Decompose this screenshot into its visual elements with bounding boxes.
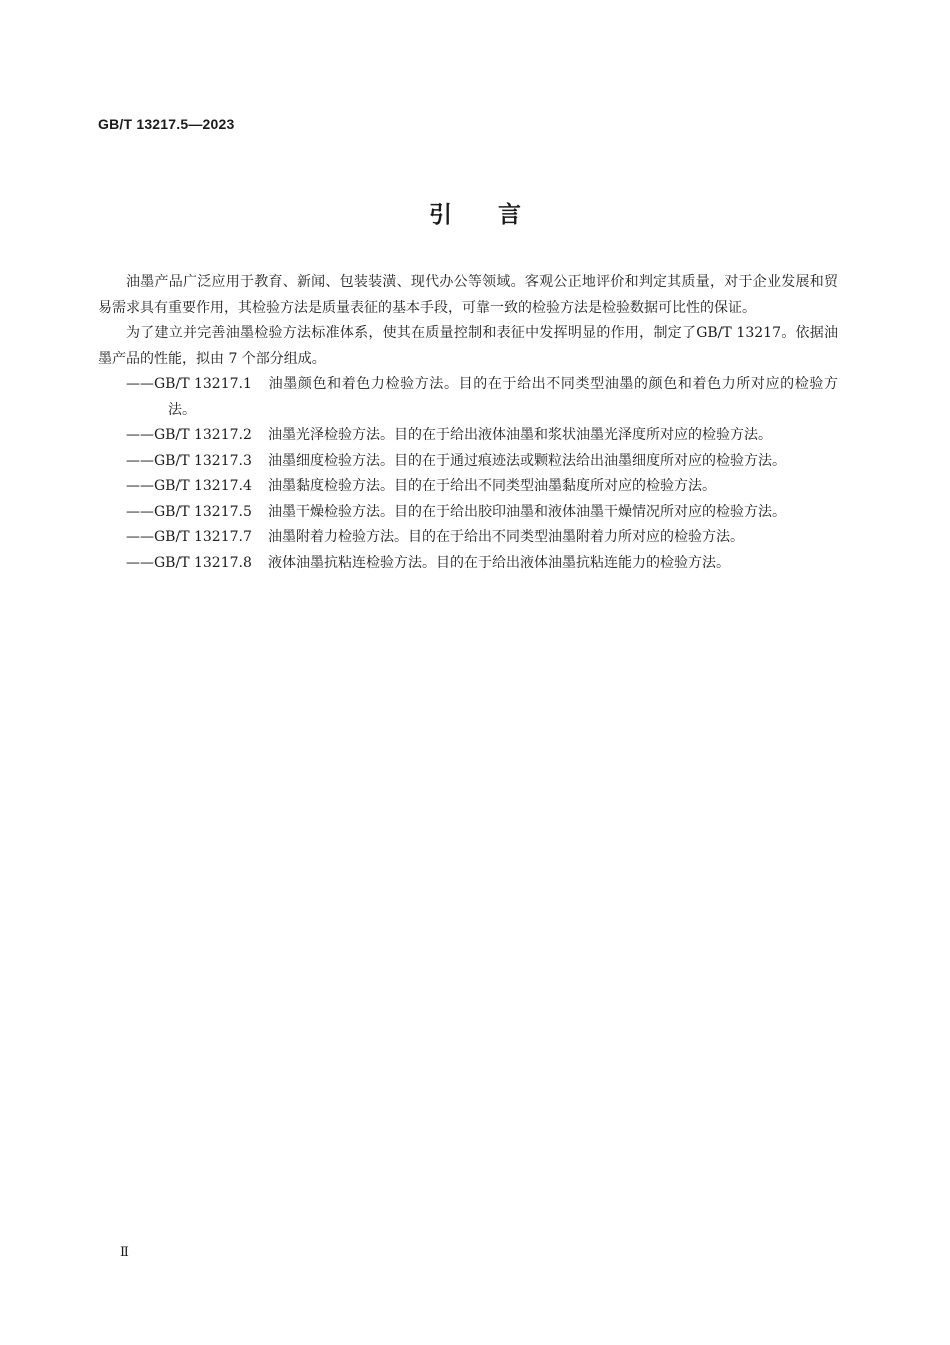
list-dash: —— <box>126 503 154 520</box>
document-body <box>98 270 838 576</box>
intro-paragraph-1: 油墨产品广泛应用于教育、新闻、包装装潢、现代办公等领域。客观公正地评价和判定其质量，对于企业发展和贸易需求具有重要作用，其检验方法是质量表征的基本手段，可靠一致的检验方法是检验数据可比性的保证。 <box>98 274 838 316</box>
list-dash: —— <box>126 376 154 392</box>
list-item <box>98 474 838 500</box>
standard-part-code: GB/T 13217.7 <box>154 529 252 545</box>
standard-part-description: 油墨黏度检验方法。目的在于给出不同类型油墨黏度所对应的检验方法。 <box>268 478 716 494</box>
list-dash: —— <box>126 452 154 469</box>
list-dash: —— <box>126 427 154 443</box>
standard-part-code: GB/T 13217.5 <box>154 503 252 520</box>
standard-part-code: GB/T 13217.2 <box>154 427 252 443</box>
page-number: Ⅱ <box>120 1244 129 1259</box>
list-item <box>98 423 838 449</box>
standard-part-description: 油墨细度检验方法。目的在于通过痕迹法或颗粒法给出油墨细度所对应的检验方法。 <box>268 452 786 469</box>
standard-part-description: 油墨干燥检验方法。目的在于给出胶印油墨和液体油墨干燥情况所对应的检验方法。 <box>268 503 786 520</box>
standard-part-description: 油墨光泽检验方法。目的在于给出液体油墨和浆状油墨光泽度所对应的检验方法。 <box>268 427 772 443</box>
intro-paragraph-2: 为了建立并完善油墨检验方法标准体系，使其在质量控制和表征中发挥明显的作用，制定了GB/T 13217。依据油墨产品的性能，拟由 7 个部分组成。 <box>98 325 838 367</box>
list-item <box>98 372 838 423</box>
standard-part-description: 液体油墨抗粘连检验方法。目的在于给出液体油墨抗粘连能力的检验方法。 <box>268 554 730 571</box>
standard-part-code: GB/T 13217.1 <box>154 376 252 392</box>
standard-part-code: GB/T 13217.3 <box>154 452 252 469</box>
standard-part-code: GB/T 13217.4 <box>154 478 252 494</box>
standard-part-code: GB/T 13217.8 <box>154 554 252 571</box>
list-dash: —— <box>126 554 154 571</box>
list-item <box>98 449 838 475</box>
list-dash: —— <box>126 529 154 545</box>
page-title: 引言 <box>429 202 567 228</box>
standard-part-description: 油墨附着力检验方法。目的在于给出不同类型油墨附着力所对应的检验方法。 <box>268 529 744 545</box>
standard-code: GB/T 13217.5—2023 <box>98 116 235 132</box>
standard-part-description: 油墨颜色和着色力检验方法。目的在于给出不同类型油墨的颜色和着色力所对应的检验方法。 <box>168 376 838 418</box>
list-dash: —— <box>126 478 154 494</box>
list-item <box>98 500 838 526</box>
list-item <box>98 525 838 551</box>
list-item <box>98 551 838 577</box>
